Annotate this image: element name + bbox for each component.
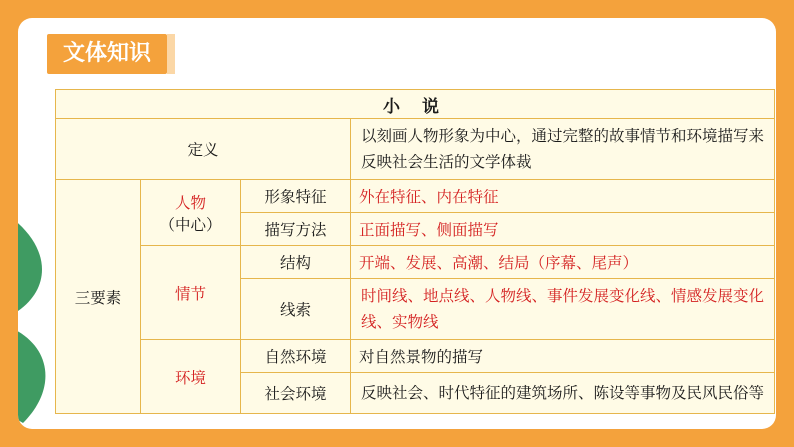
character-sublabel: （中心） — [159, 215, 222, 234]
aspect-content: 外在特征、内在特征 — [351, 180, 775, 213]
definition-label: 定义 — [56, 119, 351, 180]
table-row — [56, 180, 775, 213]
definition-row — [56, 119, 775, 180]
aspect-label: 社会环境 — [241, 373, 351, 414]
character-label: 人物 — [174, 193, 206, 212]
aspect-content: 正面描写、侧面描写 — [351, 213, 775, 246]
environment-label: 环境 — [141, 340, 241, 414]
aspect-label: 结构 — [241, 246, 351, 279]
aspect-content: 对自然景物的描写 — [351, 340, 775, 373]
aspect-content: 开端、发展、高潮、结局（序幕、尾声） — [351, 246, 775, 279]
novel-knowledge-table — [55, 89, 775, 414]
character-cell — [141, 180, 241, 246]
plot-label: 情节 — [141, 246, 241, 340]
aspect-content: 时间线、地点线、人物线、事件发展变化线、情感发展变化线、实物线 — [351, 279, 775, 340]
section-label: 文体知识 — [47, 34, 167, 74]
table-row — [56, 340, 775, 373]
aspect-label: 线索 — [241, 279, 351, 340]
three-elements-label: 三要素 — [56, 180, 141, 414]
aspect-label: 自然环境 — [241, 340, 351, 373]
aspect-label: 描写方法 — [241, 213, 351, 246]
table-heading-row — [56, 90, 775, 119]
aspect-label: 形象特征 — [241, 180, 351, 213]
table-heading: 小 说 — [56, 90, 775, 119]
aspect-content: 反映社会、时代特征的建筑场所、陈设等事物及民风民俗等 — [351, 373, 775, 414]
definition-text: 以刻画人物形象为中心，通过完整的故事情节和环境描写来反映社会生活的文学体裁 — [351, 119, 775, 180]
table-row — [56, 246, 775, 279]
slide — [18, 18, 776, 429]
